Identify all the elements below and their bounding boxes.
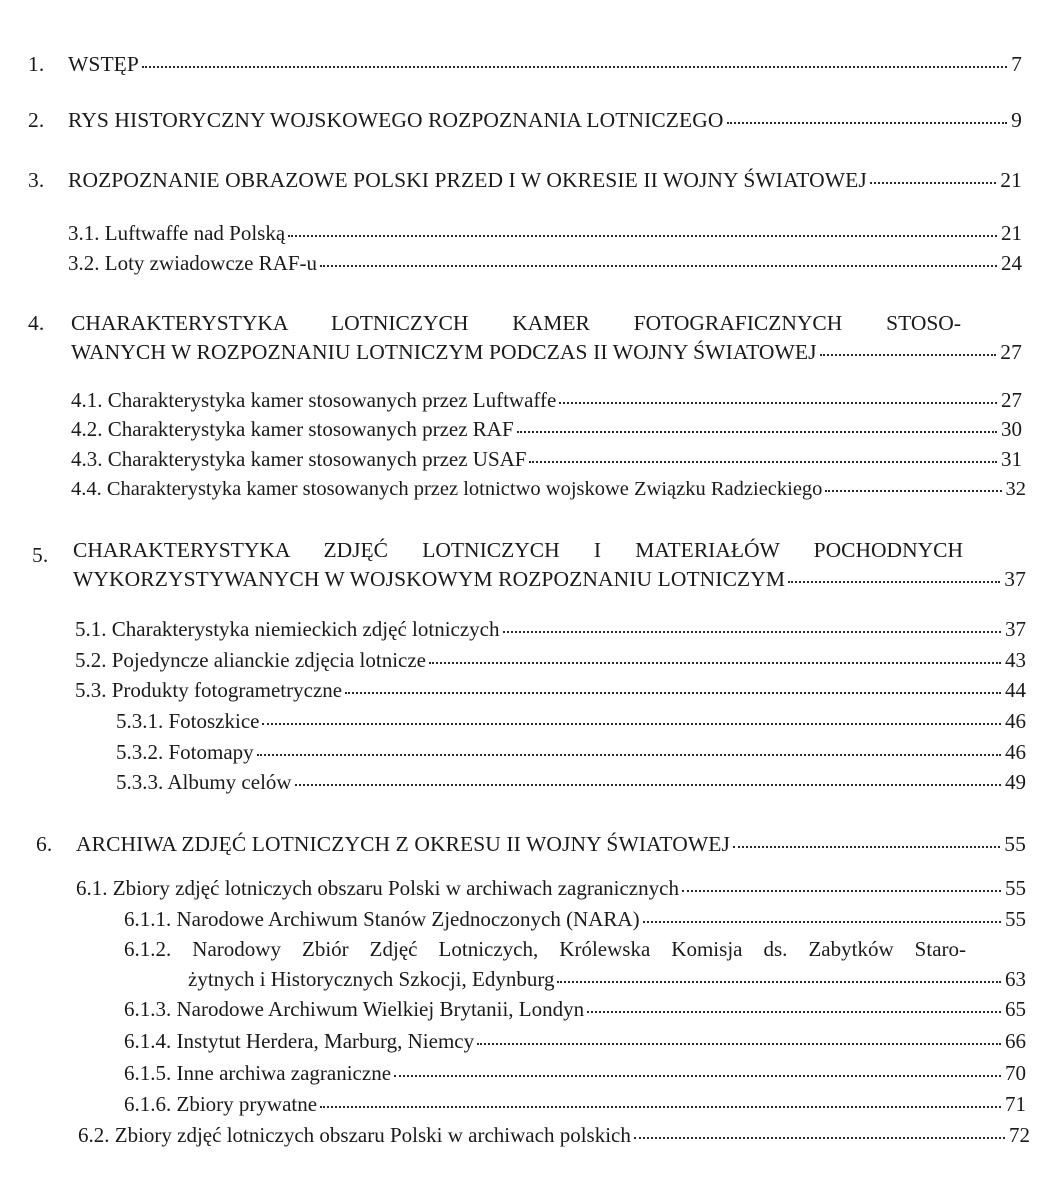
page-number: 30: [1001, 417, 1022, 441]
section-title: 3.1. Luftwaffe nad Polską: [68, 221, 286, 245]
section-title: 4.1. Charakterystyka kamer stosowanych przez Luftwaffe: [71, 388, 557, 412]
page-number: 37: [1005, 617, 1026, 641]
page-number: 70: [1005, 1061, 1026, 1085]
chapter-title-line-2: WANYCH W ROZPOZNANIU LOTNICZYM PODCZAS II WOJNY ŚWIATOWEJ: [71, 340, 817, 364]
dot-leader: [517, 429, 997, 433]
section-title: 6.1. Zbiory zdjęć lotniczych obszaru Polski w archiwach zagranicznych: [76, 876, 679, 900]
dot-leader: [870, 180, 996, 184]
page-number: 49: [1005, 770, 1026, 794]
subsection-title: 5.3.3. Albumy celów: [116, 770, 292, 794]
chapter-title-line-2: WYKORZYSTYWANYCH W WOJSKOWYM ROZPOZNANIU LOTNICZYM: [73, 567, 786, 591]
dot-leader: [320, 263, 997, 267]
dot-leader: [820, 352, 997, 356]
page-number: 37: [1004, 567, 1026, 591]
section-title: 4.2. Charakterystyka kamer stosowanych przez RAF: [71, 417, 514, 441]
dot-leader: [587, 1009, 1001, 1013]
chapter-number: 5.: [32, 543, 49, 567]
page-number: 46: [1005, 709, 1026, 733]
dot-leader: [257, 752, 1001, 756]
toc-section-6-2: [78, 1120, 1030, 1150]
page-number: 9: [1011, 108, 1022, 132]
toc-chapter-5-number: [32, 540, 78, 570]
toc-section-4-2: [71, 414, 1022, 444]
toc-subsection-6-1-3: [124, 994, 1026, 1024]
toc-section-4-4: [71, 474, 1026, 504]
toc-chapter-4-title-line-1: CHARAKTERYSTYKA LOTNICZYCH KAMER FOTOGRAFICZNYCH STOSO-: [71, 311, 961, 335]
toc-chapter-3: [28, 165, 1022, 195]
dot-leader: [320, 1104, 1001, 1108]
chapter-title: ARCHIWA ZDJĘĆ LOTNICZYCH Z OKRESU II WOJNY ŚWIATOWEJ: [76, 832, 730, 856]
toc-chapter-4: [71, 337, 1022, 367]
toc-section-4-3: [71, 444, 1022, 474]
toc-section-3-1: [68, 218, 1022, 248]
toc-subsection-5-3-3: [116, 767, 1026, 797]
dot-leader: [142, 64, 1007, 68]
subsection-title: 5.3.1. Fotoszkice: [116, 709, 260, 733]
subsection-title-line-2: żytnych i Historycznych Szkocji, Edynburg: [188, 967, 555, 991]
page-number: 46: [1005, 740, 1026, 764]
page-number: 32: [1005, 478, 1026, 500]
dot-leader: [345, 690, 1001, 694]
toc-section-3-2: [68, 248, 1022, 278]
chapter-number: 6.: [36, 832, 53, 856]
toc-subsection-6-1-5: [124, 1058, 1026, 1088]
chapter-number: 4.: [28, 311, 45, 335]
dot-leader: [727, 120, 1008, 124]
dot-leader: [477, 1041, 1001, 1045]
chapter-number: 2.: [28, 108, 45, 132]
page-number: 66: [1005, 1029, 1026, 1053]
chapter-number: 1.: [28, 52, 45, 76]
toc-section-6-1: [76, 873, 1026, 903]
dot-leader: [288, 233, 997, 237]
page-number: 55: [1005, 876, 1026, 900]
toc-subsection-5-3-2: [116, 737, 1026, 767]
dot-leader: [825, 488, 1001, 492]
chapter-title: WSTĘP: [68, 52, 139, 76]
page-number: 65: [1005, 997, 1026, 1021]
section-title: 5.2. Pojedyncze alianckie zdjęcia lotnicze: [75, 648, 427, 672]
dot-leader: [634, 1135, 1005, 1139]
toc-subsection-5-3-1: [116, 706, 1026, 736]
subsection-title: 6.1.5. Inne archiwa zagraniczne: [124, 1061, 392, 1085]
chapter-title: ROZPOZNANIE OBRAZOWE POLSKI PRZED I W OKRESIE II WOJNY ŚWIATOWEJ: [68, 168, 867, 192]
page-number: 24: [1001, 251, 1022, 275]
chapter-number: 3.: [28, 168, 45, 192]
dot-leader: [733, 844, 1000, 848]
section-title: 4.4. Charakterystyka kamer stosowanych przez lotnictwo wojskowe Związku Radzieckiego: [71, 478, 823, 500]
page-number: 21: [1001, 221, 1022, 245]
page-number: 71: [1005, 1092, 1026, 1116]
toc-subsection-6-1-1: [124, 904, 1026, 934]
page-number: 55: [1004, 832, 1026, 856]
section-title: 5.3. Produkty fotogrametryczne: [75, 678, 343, 702]
page-number: 27: [1000, 340, 1022, 364]
subsection-title: 6.1.4. Instytut Herdera, Marburg, Niemcy: [124, 1029, 475, 1053]
dot-leader: [429, 660, 1001, 664]
toc-chapter-6: [36, 829, 1026, 859]
dot-leader: [788, 579, 1000, 583]
toc-chapter-2: [28, 105, 1022, 135]
dot-leader: [394, 1073, 1001, 1077]
dot-leader: [295, 782, 1001, 786]
subsection-title: 6.1.6. Zbiory prywatne: [124, 1092, 318, 1116]
chapter-title: RYS HISTORYCZNY WOJSKOWEGO ROZPOZNANIA LOTNICZEGO: [68, 108, 724, 132]
section-title: 5.1. Charakterystyka niemieckich zdjęć lotniczych: [75, 617, 500, 641]
subsection-title: 5.3.2. Fotomapy: [116, 740, 254, 764]
toc-section-4-1: [71, 385, 1022, 415]
page-number: 27: [1001, 388, 1022, 412]
toc-chapter-1: [28, 49, 1022, 79]
page-number: 55: [1005, 907, 1026, 931]
toc-section-5-1: [75, 614, 1026, 644]
page-number: 63: [1005, 967, 1026, 991]
dot-leader: [643, 919, 1001, 923]
toc-section-5-2: [75, 645, 1026, 675]
page-number: 44: [1005, 678, 1026, 702]
section-title: 3.2. Loty zwiadowcze RAF-u: [68, 251, 318, 275]
toc-subsection-6-1-2-line-1: 6.1.2. Narodowy Zbiór Zdjęć Lotniczych, Królewska Komisja ds. Zabytków Staro-: [124, 937, 966, 961]
toc-subsection-6-1-6: [124, 1089, 1026, 1119]
section-title: 6.2. Zbiory zdjęć lotniczych obszaru Polski w archiwach polskich: [78, 1123, 631, 1147]
page-number: 21: [1000, 168, 1022, 192]
toc-section-5-3: [75, 675, 1026, 705]
toc-chapter-4-number: [28, 308, 74, 338]
toc-subsection-6-1-2: [188, 964, 1026, 994]
page-number: 7: [1011, 52, 1022, 76]
dot-leader: [682, 888, 1001, 892]
subsection-title: 6.1.3. Narodowe Archiwum Wielkiej Brytanii, Londyn: [124, 997, 585, 1021]
dot-leader: [262, 721, 1001, 725]
page-number: 43: [1005, 648, 1026, 672]
dot-leader: [503, 629, 1001, 633]
subsection-title: 6.1.1. Narodowe Archiwum Stanów Zjednoczonych (NARA): [124, 907, 640, 931]
dot-leader: [557, 979, 1001, 983]
dot-leader: [559, 400, 997, 404]
toc-subsection-6-1-4: [124, 1026, 1026, 1056]
toc-chapter-5: [73, 564, 1026, 594]
dot-leader: [529, 459, 997, 463]
page-number: 72: [1009, 1123, 1030, 1147]
toc-chapter-5-title-line-1: CHARAKTERYSTYKA ZDJĘĆ LOTNICZYCH I MATERIAŁÓW POCHODNYCH: [73, 538, 963, 562]
page-number: 31: [1001, 447, 1022, 471]
section-title: 4.3. Charakterystyka kamer stosowanych przez USAF: [71, 447, 527, 471]
